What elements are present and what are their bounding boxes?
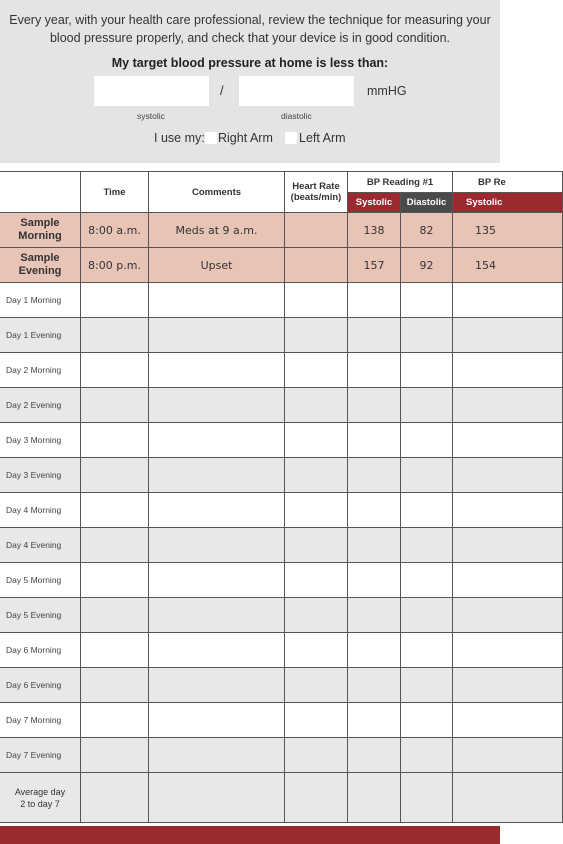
diastolic-1-cell[interactable] xyxy=(401,353,453,388)
average-systolic-1-cell[interactable] xyxy=(348,773,401,823)
time-cell[interactable] xyxy=(81,388,149,423)
comments-cell[interactable] xyxy=(149,633,285,668)
systolic-2-cell[interactable] xyxy=(453,528,563,563)
heart-rate-cell[interactable] xyxy=(285,528,348,563)
day-label: Day 1 Morning xyxy=(0,283,81,318)
diastolic-1-cell[interactable] xyxy=(401,388,453,423)
time-cell[interactable] xyxy=(81,598,149,633)
time-cell[interactable] xyxy=(81,493,149,528)
systolic-2-cell[interactable] xyxy=(453,458,563,493)
systolic-1-cell[interactable] xyxy=(348,493,401,528)
time-cell[interactable] xyxy=(81,458,149,493)
sample-label xyxy=(0,248,81,283)
comments-cell[interactable] xyxy=(149,703,285,738)
average-label-line2: 2 to day 7 xyxy=(20,798,60,809)
bp-unit: mmHG xyxy=(367,84,407,98)
average-diastolic-1-cell[interactable] xyxy=(401,773,453,823)
day-row xyxy=(0,633,563,668)
systolic-1-cell[interactable] xyxy=(348,318,401,353)
average-label-line1: Average day xyxy=(14,786,66,797)
day-label: Day 2 Morning xyxy=(0,353,81,388)
day-label: Day 6 Evening xyxy=(0,668,81,703)
time-cell[interactable] xyxy=(81,703,149,738)
heart-rate-header-line2: (beats/min) xyxy=(290,192,342,203)
comments-cell[interactable] xyxy=(149,388,285,423)
heart-rate-cell[interactable] xyxy=(285,423,348,458)
heart-rate-cell[interactable] xyxy=(285,633,348,668)
systolic-2-cell[interactable] xyxy=(453,353,563,388)
diastolic-1-cell[interactable] xyxy=(401,633,453,668)
sample-diastolic-1: 82 xyxy=(401,213,453,248)
diastolic-1-cell[interactable] xyxy=(401,598,453,633)
comments-cell[interactable] xyxy=(149,668,285,703)
diastolic-1-cell[interactable] xyxy=(401,668,453,703)
day-label: Day 3 Evening xyxy=(0,458,81,493)
time-cell[interactable] xyxy=(81,283,149,318)
systolic-1-cell[interactable] xyxy=(348,423,401,458)
sample-systolic-2: 135 xyxy=(453,213,563,248)
sample-label-line1: Sample xyxy=(20,252,60,264)
time-cell[interactable] xyxy=(81,528,149,563)
day-row xyxy=(0,458,563,493)
heart-rate-header-line1: Heart Rate xyxy=(292,181,340,192)
systolic-2-cell[interactable] xyxy=(453,563,563,598)
diastolic-label: diastolic xyxy=(281,111,312,121)
left-arm-checkbox[interactable] xyxy=(285,132,297,144)
sample-row xyxy=(0,248,563,283)
systolic-2-cell[interactable] xyxy=(453,668,563,703)
day-row xyxy=(0,563,563,598)
sample-comments: Meds at 9 a.m. xyxy=(149,213,285,248)
comments-cell[interactable] xyxy=(149,563,285,598)
systolic-1-cell[interactable] xyxy=(348,703,401,738)
bp-log-table xyxy=(0,171,563,823)
sample-label-line2: Evening xyxy=(18,265,62,277)
comments-cell[interactable] xyxy=(149,528,285,563)
day-label: Day 3 Morning xyxy=(0,423,81,458)
time-cell[interactable] xyxy=(81,668,149,703)
heart-rate-cell[interactable] xyxy=(285,283,348,318)
systolic-1-cell[interactable] xyxy=(348,633,401,668)
systolic-1-cell[interactable] xyxy=(348,458,401,493)
day-label: Day 1 Evening xyxy=(0,318,81,353)
diastolic-1-cell[interactable] xyxy=(401,283,453,318)
systolic-2-cell[interactable] xyxy=(453,423,563,458)
day-label: Day 4 Evening xyxy=(0,528,81,563)
comments-cell[interactable] xyxy=(149,458,285,493)
average-row xyxy=(0,773,563,823)
time-cell[interactable] xyxy=(81,318,149,353)
sample-label-line1: Sample xyxy=(20,217,60,229)
time-cell[interactable] xyxy=(81,563,149,598)
systolic-1-cell[interactable] xyxy=(348,528,401,563)
intro-line-2: blood pressure properly, and check that your device is in good condition. xyxy=(49,31,450,45)
arm-prompt: I use my: xyxy=(154,131,205,145)
bp-separator: / xyxy=(220,83,224,98)
systolic-2-cell[interactable] xyxy=(453,703,563,738)
time-cell[interactable] xyxy=(81,738,149,773)
day-row xyxy=(0,388,563,423)
average-time-cell[interactable] xyxy=(81,773,149,823)
diastolic-1-cell[interactable] xyxy=(401,738,453,773)
day-label: Day 7 Evening xyxy=(0,738,81,773)
day-row xyxy=(0,353,563,388)
systolic-target-field[interactable] xyxy=(94,76,209,106)
intro-text xyxy=(0,11,500,47)
sample-label xyxy=(0,213,81,248)
comments-cell[interactable] xyxy=(149,598,285,633)
instructions-panel xyxy=(0,0,500,163)
systolic-2-cell[interactable] xyxy=(453,283,563,318)
sample-label-line2: Morning xyxy=(18,230,62,242)
comments-cell[interactable] xyxy=(149,423,285,458)
sample-systolic-2: 154 xyxy=(453,248,563,283)
diastolic-1-cell[interactable] xyxy=(401,703,453,738)
systolic-2-cell[interactable] xyxy=(453,598,563,633)
day-row xyxy=(0,598,563,633)
heart-rate-cell[interactable] xyxy=(285,563,348,598)
diastolic-1-cell[interactable] xyxy=(401,563,453,598)
diastolic-1-cell[interactable] xyxy=(401,318,453,353)
bp-reading-2-header: BP Re xyxy=(453,172,563,193)
systolic-2-header: Systolic xyxy=(453,193,563,213)
time-cell[interactable] xyxy=(81,633,149,668)
diastolic-target-field[interactable] xyxy=(239,76,354,106)
heart-rate-cell[interactable] xyxy=(285,353,348,388)
systolic-1-cell[interactable] xyxy=(348,598,401,633)
heart-rate-header xyxy=(285,172,348,213)
comments-header: Comments xyxy=(149,172,285,213)
right-arm-label: Right Arm xyxy=(218,131,273,145)
diastolic-1-cell[interactable] xyxy=(401,493,453,528)
day-row xyxy=(0,738,563,773)
heart-rate-cell[interactable] xyxy=(285,668,348,703)
systolic-1-cell[interactable] xyxy=(348,388,401,423)
day-row xyxy=(0,423,563,458)
day-label: Day 5 Morning xyxy=(0,563,81,598)
day-row xyxy=(0,283,563,318)
day-label: Day 5 Evening xyxy=(0,598,81,633)
average-label xyxy=(0,773,81,823)
average-systolic-2-cell[interactable] xyxy=(453,773,563,823)
comments-cell[interactable] xyxy=(149,283,285,318)
left-arm-label: Left Arm xyxy=(299,131,346,145)
heart-rate-cell[interactable] xyxy=(285,738,348,773)
label-header xyxy=(0,172,81,213)
heart-rate-cell[interactable] xyxy=(285,458,348,493)
heart-rate-cell[interactable] xyxy=(285,703,348,738)
systolic-1-cell[interactable] xyxy=(348,563,401,598)
systolic-header: Systolic xyxy=(348,193,401,213)
target-heading: My target blood pressure at home is less than: xyxy=(111,56,389,70)
systolic-2-cell[interactable] xyxy=(453,318,563,353)
diastolic-1-cell[interactable] xyxy=(401,458,453,493)
time-header: Time xyxy=(81,172,149,213)
diastolic-1-cell[interactable] xyxy=(401,528,453,563)
sample-time: 8:00 p.m. xyxy=(81,248,149,283)
intro-line-1: Every year, with your health care professional, review the technique for measuring your xyxy=(9,13,491,27)
time-cell[interactable] xyxy=(81,423,149,458)
comments-cell[interactable] xyxy=(149,738,285,773)
comments-cell[interactable] xyxy=(149,353,285,388)
comments-cell[interactable] xyxy=(149,493,285,528)
diastolic-1-cell[interactable] xyxy=(401,423,453,458)
heart-rate-cell[interactable] xyxy=(285,388,348,423)
systolic-1-cell[interactable] xyxy=(348,668,401,703)
day-label: Day 4 Morning xyxy=(0,493,81,528)
sample-systolic-1: 157 xyxy=(348,248,401,283)
sample-heart-rate xyxy=(285,248,348,283)
day-row xyxy=(0,493,563,528)
systolic-label: systolic xyxy=(137,111,165,121)
day-row xyxy=(0,528,563,563)
time-cell[interactable] xyxy=(81,353,149,388)
sample-comments: Upset xyxy=(149,248,285,283)
heart-rate-cell[interactable] xyxy=(285,318,348,353)
sample-heart-rate xyxy=(285,213,348,248)
average-comments-cell[interactable] xyxy=(149,773,285,823)
sample-time: 8:00 a.m. xyxy=(81,213,149,248)
systolic-1-cell[interactable] xyxy=(348,738,401,773)
sample-diastolic-1: 92 xyxy=(401,248,453,283)
comments-cell[interactable] xyxy=(149,318,285,353)
right-arm-checkbox[interactable] xyxy=(205,132,217,144)
day-label: Day 2 Evening xyxy=(0,388,81,423)
heart-rate-cell[interactable] xyxy=(285,493,348,528)
systolic-1-cell[interactable] xyxy=(348,353,401,388)
bp-log-table-area xyxy=(0,171,506,821)
diastolic-header: Diastolic xyxy=(401,193,453,213)
day-label: Day 7 Morning xyxy=(0,703,81,738)
sample-systolic-1: 138 xyxy=(348,213,401,248)
systolic-2-cell[interactable] xyxy=(453,633,563,668)
sample-row xyxy=(0,213,563,248)
day-row xyxy=(0,668,563,703)
systolic-2-cell[interactable] xyxy=(453,388,563,423)
day-row xyxy=(0,318,563,353)
average-heart-rate-cell[interactable] xyxy=(285,773,348,823)
heart-rate-cell[interactable] xyxy=(285,598,348,633)
day-row xyxy=(0,703,563,738)
day-label: Day 6 Morning xyxy=(0,633,81,668)
footer-bar xyxy=(0,826,500,844)
bp-reading-1-header: BP Reading #1 xyxy=(348,172,453,193)
systolic-2-cell[interactable] xyxy=(453,738,563,773)
systolic-2-cell[interactable] xyxy=(453,493,563,528)
systolic-1-cell[interactable] xyxy=(348,283,401,318)
